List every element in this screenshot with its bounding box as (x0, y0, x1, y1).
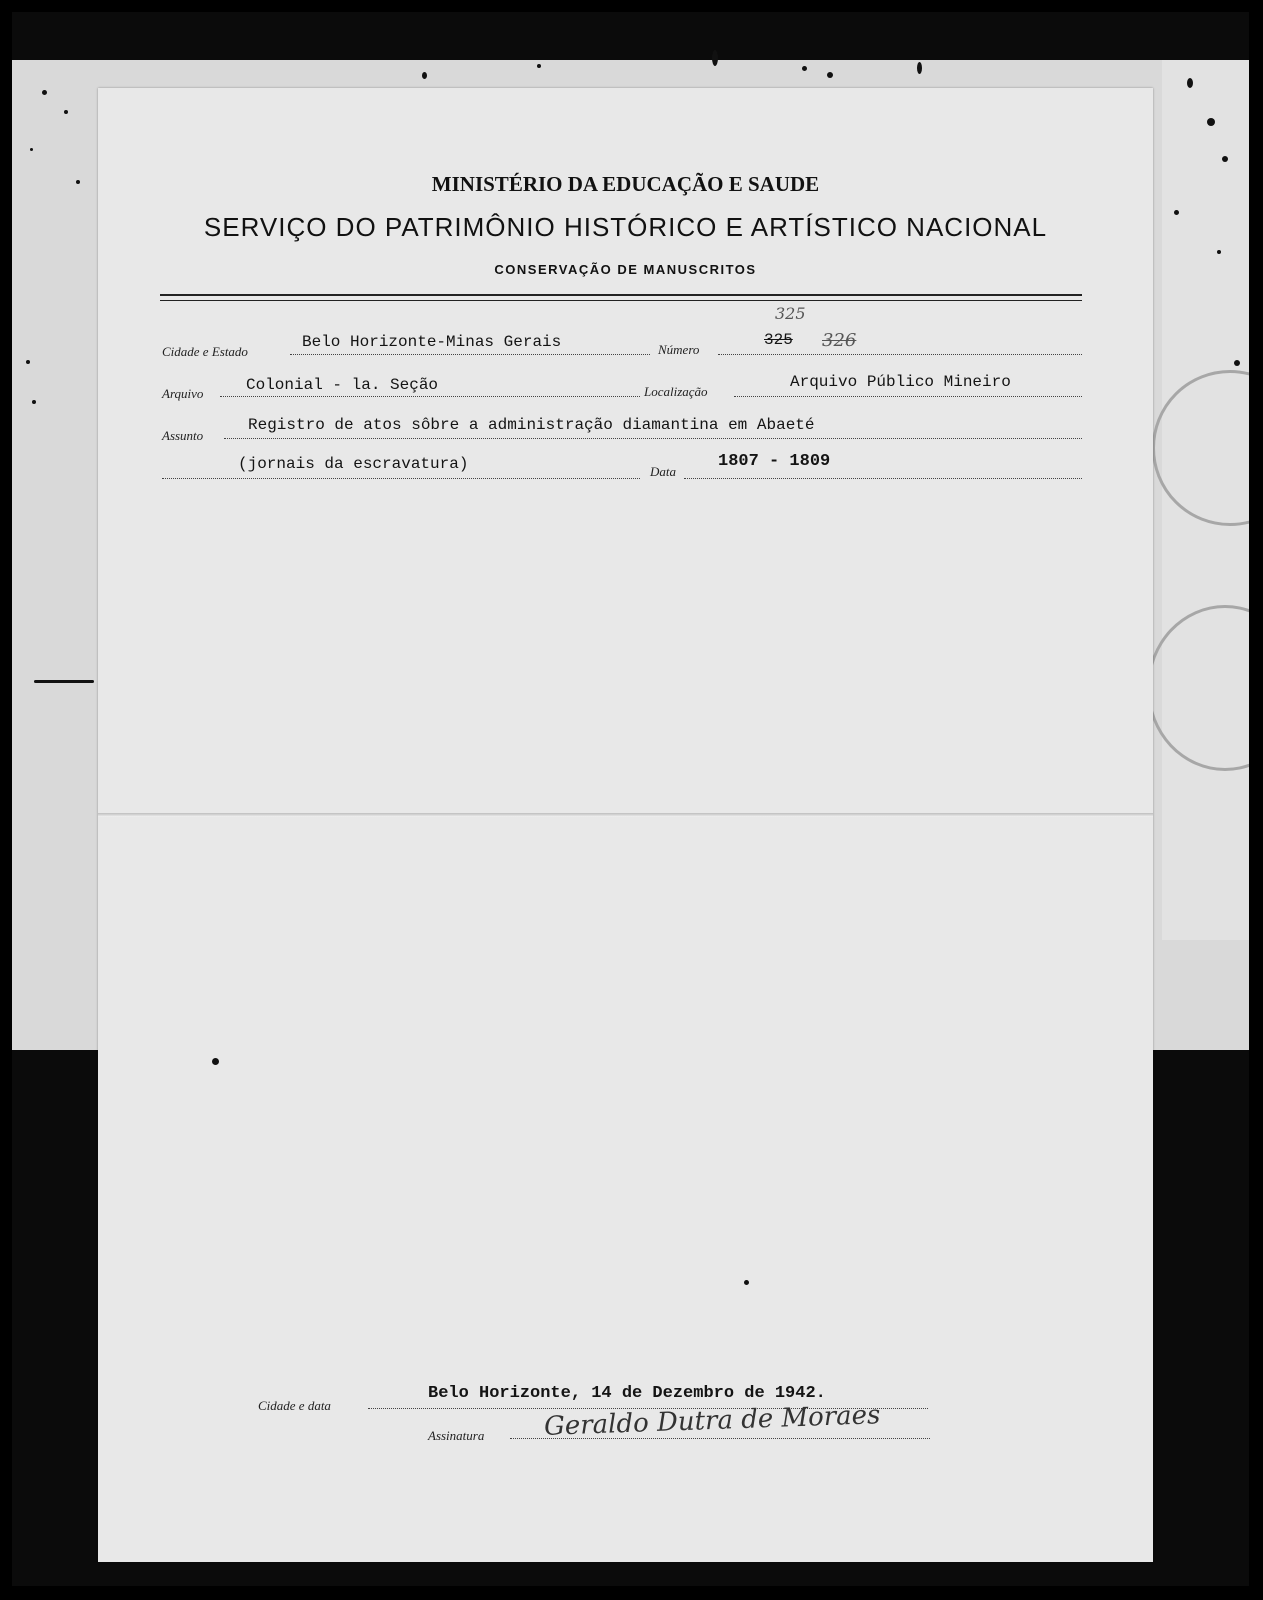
ink-speck (1217, 250, 1221, 254)
ministry-title: MINISTÉRIO DA EDUCAÇÃO E SAUDE (431, 172, 820, 196)
dotted-line (162, 478, 640, 479)
arquivo-label: Arquivo (162, 386, 204, 401)
arquivo-value: Colonial - la. Seção (246, 376, 439, 394)
ink-speck (1222, 156, 1228, 162)
ink-speck (1174, 210, 1179, 215)
cidade-data-value: Belo Horizonte, 14 de Dezembro de 1942. (428, 1384, 826, 1403)
dotted-line (718, 354, 1082, 355)
numero-handwritten: 325 (775, 304, 806, 323)
localizacao-value: Arquivo Público Mineiro (790, 373, 1011, 391)
ink-speck (64, 110, 68, 114)
ink-speck (42, 90, 47, 95)
ink-speck (76, 180, 80, 184)
dotted-line (734, 396, 1082, 397)
cidade-estado-value: Belo Horizonte-Minas Gerais (302, 333, 562, 351)
dotted-line (220, 396, 640, 397)
ink-speck (802, 66, 807, 71)
ink-speck (422, 72, 427, 79)
assinatura-label: Assinatura (428, 1428, 485, 1443)
ink-mark (34, 680, 94, 683)
data-label: Data (650, 464, 676, 479)
ink-speck (712, 50, 718, 66)
localizacao-label: Localização (644, 384, 708, 399)
dotted-line (224, 438, 1082, 439)
dotted-line (510, 1438, 930, 1439)
form-sheet (98, 88, 1153, 1562)
ink-speck (1234, 360, 1240, 366)
ink-speck (212, 1058, 219, 1065)
ink-speck (917, 62, 922, 74)
ink-speck (32, 400, 36, 404)
ink-speck (744, 1280, 749, 1285)
ink-speck (827, 72, 833, 78)
service-title: SERVIÇO DO PATRIMÔNIO HISTÓRICO E ARTÍSTICO NACIONAL (203, 212, 1048, 242)
assunto-value-line1: Registro de atos sôbre a administração diamantina em Abaeté (248, 416, 815, 434)
numero-label: Número (658, 342, 700, 357)
data-value: 1807 - 1809 (718, 452, 831, 471)
signature: Geraldo Dutra de Moraes (543, 1400, 881, 1442)
numero-value: 325 (764, 331, 793, 349)
ink-speck (537, 64, 541, 68)
dotted-line (684, 478, 1082, 479)
ink-speck (1207, 118, 1215, 126)
assunto-label: Assunto (162, 428, 204, 443)
ink-speck (26, 360, 30, 364)
cidade-estado-label: Cidade e Estado (162, 344, 248, 359)
fold-line (98, 813, 1153, 817)
cidade-data-label: Cidade e data (258, 1398, 331, 1413)
ink-speck (30, 148, 33, 151)
ink-speck (1187, 78, 1193, 88)
numero-struck: 326 (822, 330, 857, 351)
header-rule (160, 294, 1082, 296)
section-title: CONSERVAÇÃO DE MANUSCRITOS (494, 262, 757, 277)
header-rule-thin (160, 300, 1082, 301)
assunto-value-line2: (jornais da escravatura) (238, 455, 469, 473)
dotted-line (290, 354, 650, 355)
